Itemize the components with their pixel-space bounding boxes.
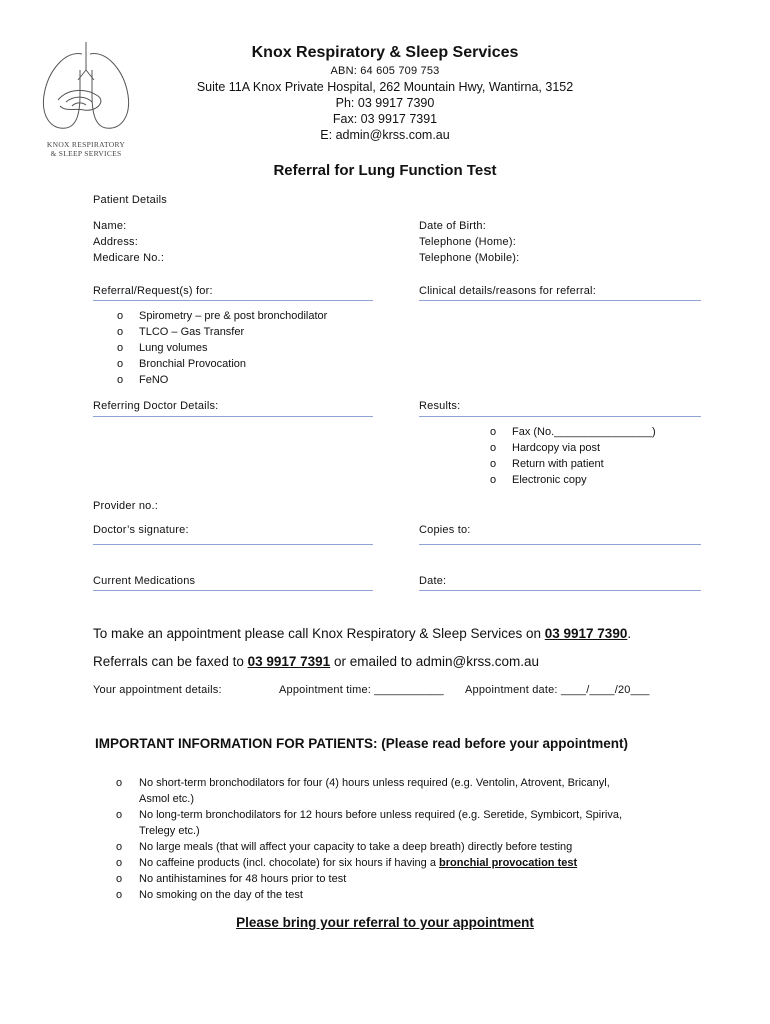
appointment-time-field[interactable]: Appointment time: ___________ — [279, 684, 444, 696]
medications-label: Current Medications — [93, 575, 196, 587]
test-label: Lung volumes — [139, 342, 208, 354]
results-option-label: Hardcopy via post — [512, 442, 601, 454]
medications-input-line[interactable] — [93, 590, 373, 591]
medicare-label: Medicare No.: — [93, 252, 165, 264]
org-address: Suite 11A Knox Private Hospital, 262 Mountain Hwy, Wantirna, 3152 — [196, 80, 574, 94]
form-title: Referral for Lung Function Test — [273, 162, 497, 179]
fax-text-prefix: Referrals can be faxed to — [93, 654, 248, 669]
clinical-label: Clinical details/reasons for referral: — [419, 285, 596, 297]
signature-label: Doctor’s signature: — [93, 524, 189, 536]
results-option-label: Fax (No.________________) — [512, 426, 656, 438]
name-label: Name: — [93, 220, 127, 232]
bullet-icon: o — [116, 777, 123, 789]
bullet-icon: o — [116, 841, 123, 853]
bullet-icon: o — [116, 873, 123, 885]
appointment-date-field[interactable]: Appointment date: ____/____/20___ — [465, 684, 650, 696]
referring-doctor-input-line[interactable] — [93, 416, 373, 417]
info-list — [116, 775, 676, 903]
referral-underline — [93, 300, 373, 301]
abn: ABN: 64 605 709 753 — [330, 65, 440, 77]
copies-input-line[interactable] — [419, 544, 701, 545]
results-label: Results: — [419, 400, 461, 412]
bullet-icon: o — [117, 326, 124, 338]
test-option[interactable] — [117, 372, 327, 388]
bullet-icon: o — [490, 474, 497, 486]
dob-label: Date of Birth: — [419, 220, 486, 232]
results-option[interactable] — [490, 424, 656, 440]
bullet-icon: o — [490, 458, 497, 470]
provider-label: Provider no.: — [93, 500, 158, 512]
info-item-4-prefix: No caffeine products (incl. chocolate) for six hours if having a — [139, 857, 440, 869]
clinical-input-line[interactable] — [419, 300, 701, 301]
fax-number: 03 9917 7391 — [247, 654, 331, 669]
date-label: Date: — [419, 575, 447, 587]
info-item — [116, 807, 676, 839]
info-item-3: No large meals (that will affect your capacity to take a deep breath) directly before testing — [139, 841, 573, 853]
org-name: Knox Respiratory & Sleep Services — [251, 44, 519, 61]
results-option[interactable] — [490, 440, 656, 456]
info-item — [116, 887, 676, 903]
call-text — [93, 626, 631, 641]
results-option[interactable] — [490, 472, 656, 488]
info-item-1-line1: No short-term bronchodilators for four (4) hours unless required (e.g. Ventolin, Atrovent, Bricanyl, — [139, 777, 610, 789]
info-item — [116, 855, 676, 871]
info-item-1-line2: Asmol etc.) — [139, 793, 195, 805]
test-label: Spirometry – pre & post bronchodilator — [139, 310, 328, 322]
fax-text — [93, 654, 539, 669]
bullet-icon: o — [490, 442, 497, 454]
test-option[interactable] — [117, 324, 327, 340]
tel-home-label: Telephone (Home): — [419, 236, 516, 248]
date-input-line[interactable] — [419, 590, 701, 591]
org-email: E: admin@krss.com.au — [320, 128, 450, 142]
fax-text-suffix: or emailed to admin@krss.com.au — [330, 654, 539, 669]
test-label: Bronchial Provocation — [139, 358, 247, 370]
address-label: Address: — [93, 236, 139, 248]
bullet-icon: o — [117, 358, 124, 370]
info-item-4-emph: bronchial provocation test — [439, 857, 578, 869]
footer-note — [0, 915, 770, 930]
results-list — [490, 424, 656, 488]
info-heading: IMPORTANT INFORMATION FOR PATIENTS: (Please read before your appointment) — [95, 736, 629, 751]
results-option-label: Return with patient — [512, 458, 604, 470]
bullet-icon: o — [116, 889, 123, 901]
logo-text-line1: KNOX RESPIRATORY — [46, 140, 126, 149]
referring-doctor-label: Referring Doctor Details: — [93, 400, 219, 412]
call-text-suffix: . — [627, 626, 632, 641]
test-option[interactable] — [117, 308, 327, 324]
info-item — [116, 871, 676, 887]
patient-details-label: Patient Details — [93, 194, 167, 206]
info-item — [116, 839, 676, 855]
tests-list — [117, 308, 327, 388]
footer-note-text: Please bring your referral to your appointment — [236, 915, 534, 930]
referral-label: Referral/Request(s) for: — [93, 285, 213, 297]
bullet-icon: o — [116, 857, 123, 869]
signature-input-line[interactable] — [93, 544, 373, 545]
info-item-2-line1: No long-term bronchodilators for 12 hours before unless required (e.g. Seretide, Symbicort, Spiriva, — [139, 809, 623, 821]
bullet-icon: o — [117, 310, 124, 322]
org-fax: Fax: 03 9917 7391 — [332, 112, 438, 126]
results-option-label: Electronic copy — [512, 474, 587, 486]
bullet-icon: o — [116, 809, 123, 821]
info-item — [116, 775, 676, 807]
test-label: FeNO — [139, 374, 169, 386]
test-option[interactable] — [117, 356, 327, 372]
bullet-icon: o — [490, 426, 497, 438]
results-option[interactable] — [490, 456, 656, 472]
results-underline — [419, 416, 701, 417]
bullet-icon: o — [117, 374, 124, 386]
info-item-2-line2: Trelegy etc.) — [139, 825, 200, 837]
info-item-5: No antihistamines for 48 hours prior to test — [139, 873, 347, 885]
copies-label: Copies to: — [419, 524, 471, 536]
tel-mobile-label: Telephone (Mobile): — [419, 252, 520, 264]
call-number: 03 9917 7390 — [544, 626, 628, 641]
test-label: TLCO – Gas Transfer — [139, 326, 245, 338]
info-item-6: No smoking on the day of the test — [139, 889, 303, 901]
logo-text-line2: & SLEEP SERVICES — [50, 149, 122, 158]
bullet-icon: o — [117, 342, 124, 354]
appointment-details-label: Your appointment details: — [93, 684, 222, 696]
org-phone: Ph: 03 9917 7390 — [335, 96, 435, 110]
test-option[interactable] — [117, 340, 327, 356]
call-text-prefix: To make an appointment please call Knox Respiratory & Sleep Services on — [93, 626, 545, 641]
